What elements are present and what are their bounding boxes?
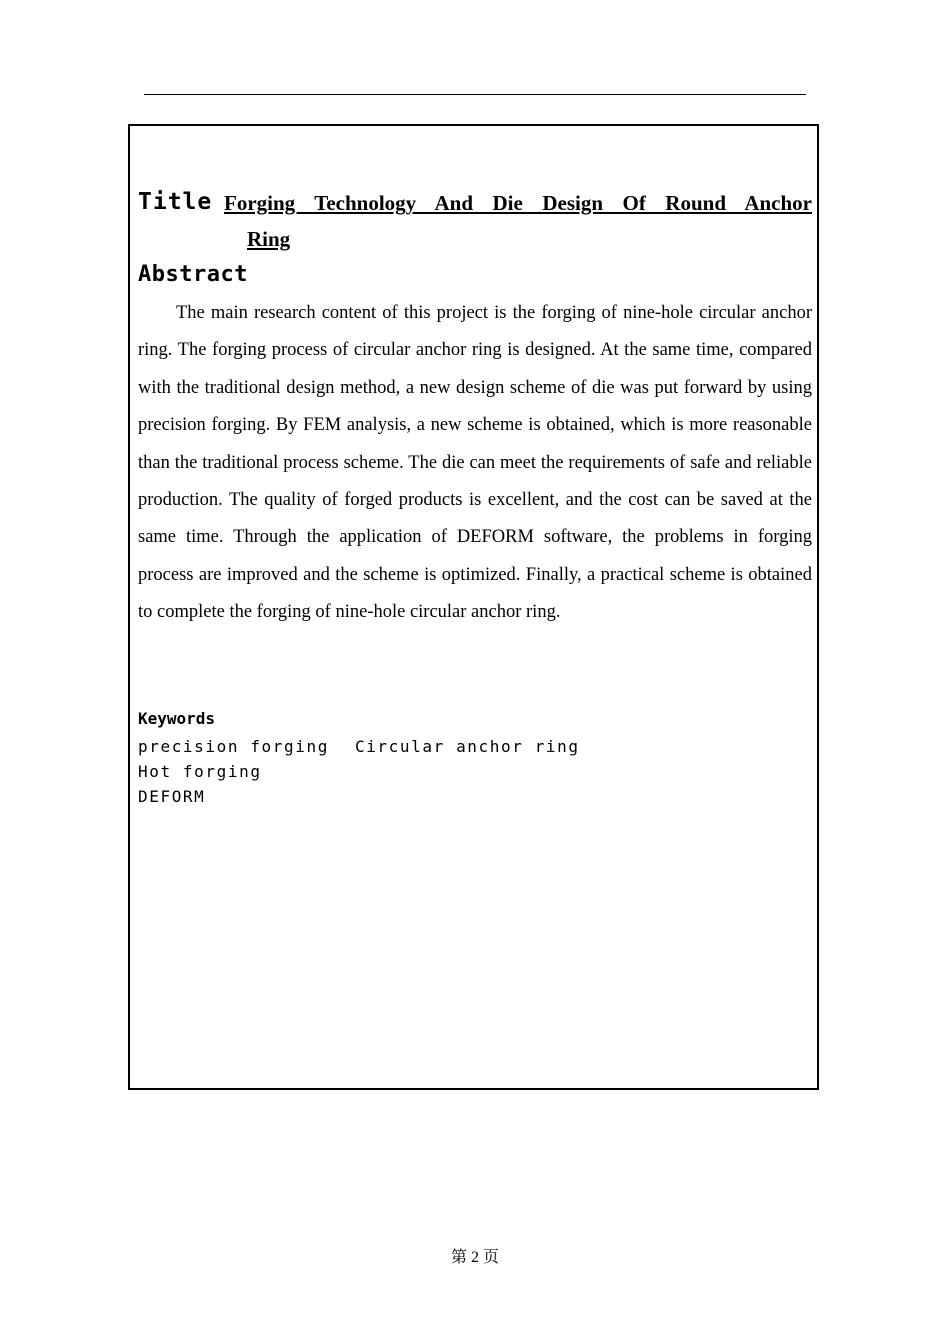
keywords-heading: Keywords (138, 709, 216, 728)
header-rule (144, 94, 806, 95)
keywords-list (138, 734, 738, 809)
abstract-body: The main research content of this project is the forging of nine-hole circular anchor ring. The forging process of circular anchor ring is designed. At the same time, compared with the traditional design method, a new design scheme of die was put forward by using precision forging. By FEM analysis, a new scheme is obtained, which is more reasonable than the traditional process scheme. The die can meet the requirements of safe and reliable production. The quality of forged products is excellent, and the cost can be saved at the same time. Through the application of DEFORM software, the problems in forging process are improved and the scheme is optimized. Finally, a practical scheme is obtained to complete the forging of nine-hole circular anchor ring. (138, 303, 812, 623)
keyword-item: Circular anchor ring (354, 737, 580, 756)
title-label: Title (138, 189, 213, 215)
keyword-item: precision forging (138, 737, 329, 756)
keyword-item: DEFORM (138, 787, 206, 806)
keyword-item: Hot forging (138, 762, 262, 781)
title-line-1: Forging Technology And Die Design Of Round Anchor (224, 191, 812, 215)
document-title (224, 185, 812, 257)
abstract-heading: Abstract (138, 262, 248, 287)
title-line-2: Ring (247, 227, 291, 251)
page-number: 第 2 页 (450, 1249, 499, 1266)
title-row (138, 185, 812, 257)
